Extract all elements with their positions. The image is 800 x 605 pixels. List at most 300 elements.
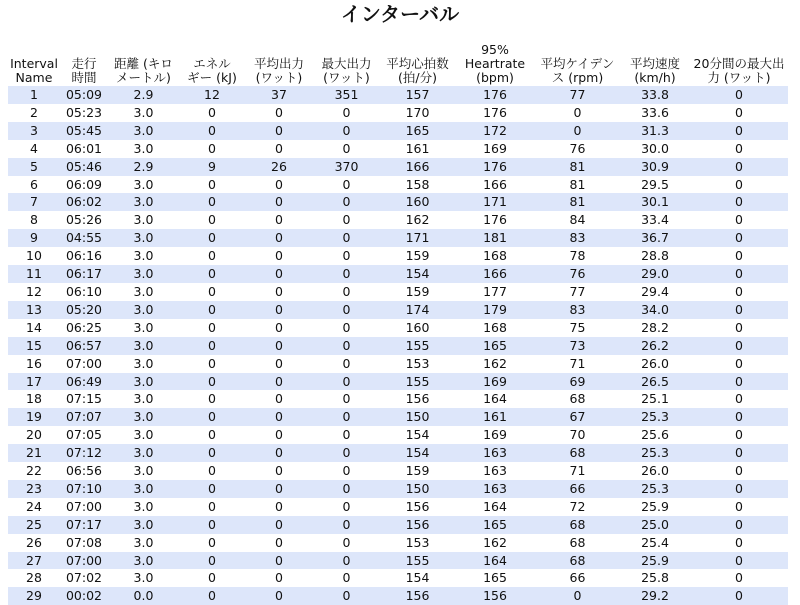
table-row <box>8 319 788 337</box>
column-header: 平均心拍数 (拍/分) <box>386 56 449 85</box>
table-cell: 3.0 <box>108 140 179 158</box>
table-cell: 0 <box>313 516 380 534</box>
table-cell: 06:56 <box>60 462 108 480</box>
table-cell: 81 <box>535 158 620 176</box>
table-cell: 0 <box>245 480 313 498</box>
table-cell: 0 <box>313 104 380 122</box>
table-cell: 176 <box>455 211 535 229</box>
table-cell: 25.1 <box>620 390 690 408</box>
table-cell: 11 <box>8 265 60 283</box>
table-cell: 0 <box>313 355 380 373</box>
column-header: 平均速度 (km/h) <box>629 56 680 85</box>
column-header: 20分間の最大出 力 (ワット) <box>693 56 785 85</box>
table-cell: 06:25 <box>60 319 108 337</box>
table-cell: 0 <box>690 462 788 480</box>
table-cell: 174 <box>380 301 455 319</box>
table-cell: 29 <box>8 587 60 605</box>
table-cell: 163 <box>455 444 535 462</box>
table-cell: 155 <box>380 373 455 391</box>
column-header: 最大出力 (ワット) <box>321 56 372 85</box>
table-row <box>8 122 788 140</box>
table-row <box>8 498 788 516</box>
table-cell: 25.4 <box>620 534 690 552</box>
table-cell: 12 <box>8 283 60 301</box>
table-cell: 3.0 <box>108 390 179 408</box>
table-cell: 0 <box>179 283 245 301</box>
table-cell: 0 <box>179 480 245 498</box>
table-cell: 166 <box>380 158 455 176</box>
table-cell: 29.2 <box>620 587 690 605</box>
table-cell: 162 <box>455 534 535 552</box>
table-row <box>8 569 788 587</box>
table-row <box>8 283 788 301</box>
table-cell: 07:00 <box>60 552 108 570</box>
table-cell: 4 <box>8 140 60 158</box>
table-cell: 70 <box>535 426 620 444</box>
table-cell: 14 <box>8 319 60 337</box>
table-cell: 36.7 <box>620 229 690 247</box>
table-cell: 66 <box>535 569 620 587</box>
table-cell: 3.0 <box>108 247 179 265</box>
table-row <box>8 355 788 373</box>
table-cell: 05:20 <box>60 301 108 319</box>
table-cell: 0 <box>690 355 788 373</box>
table-row <box>8 552 788 570</box>
table-cell: 26.5 <box>620 373 690 391</box>
table-cell: 170 <box>380 104 455 122</box>
table-row <box>8 480 788 498</box>
table-cell: 171 <box>380 229 455 247</box>
table-cell: 26.2 <box>620 337 690 355</box>
table-cell: 83 <box>535 229 620 247</box>
table-cell: 26.0 <box>620 462 690 480</box>
table-cell: 153 <box>380 534 455 552</box>
table-cell: 154 <box>380 569 455 587</box>
table-cell: 172 <box>455 122 535 140</box>
table-cell: 67 <box>535 408 620 426</box>
table-cell: 0 <box>245 444 313 462</box>
table-cell: 0 <box>245 301 313 319</box>
table-cell: 30.0 <box>620 140 690 158</box>
table-cell: 07:12 <box>60 444 108 462</box>
table-cell: 75 <box>535 319 620 337</box>
table-cell: 68 <box>535 516 620 534</box>
table-cell: 176 <box>455 158 535 176</box>
table-cell: 34.0 <box>620 301 690 319</box>
table-cell: 25.3 <box>620 408 690 426</box>
table-cell: 0 <box>313 319 380 337</box>
table-cell: 0 <box>179 498 245 516</box>
table-cell: 3.0 <box>108 408 179 426</box>
table-cell: 156 <box>380 498 455 516</box>
table-cell: 0 <box>313 408 380 426</box>
table-cell: 84 <box>535 211 620 229</box>
table-cell: 156 <box>455 587 535 605</box>
table-cell: 71 <box>535 462 620 480</box>
table-row <box>8 140 788 158</box>
table-cell: 23 <box>8 480 60 498</box>
table-cell: 166 <box>455 176 535 194</box>
table-cell: 159 <box>380 283 455 301</box>
table-cell: 30.9 <box>620 158 690 176</box>
table-cell: 0 <box>179 301 245 319</box>
table-cell: 0 <box>179 176 245 194</box>
table-cell: 160 <box>380 193 455 211</box>
table-body <box>8 86 788 605</box>
table-row <box>8 193 788 211</box>
table-cell: 0 <box>245 426 313 444</box>
table-cell: 0 <box>690 229 788 247</box>
table-cell: 0 <box>313 229 380 247</box>
table-row <box>8 337 788 355</box>
table-cell: 68 <box>535 552 620 570</box>
table-cell: 0 <box>245 229 313 247</box>
table-cell: 0 <box>690 534 788 552</box>
table-cell: 0 <box>179 587 245 605</box>
table-cell: 0 <box>245 122 313 140</box>
table-cell: 73 <box>535 337 620 355</box>
column-header: 平均出力 (ワット) <box>253 56 304 85</box>
table-cell: 3.0 <box>108 426 179 444</box>
table-cell: 25.0 <box>620 516 690 534</box>
table-cell: 0 <box>535 122 620 140</box>
table-cell: 3.0 <box>108 498 179 516</box>
table-cell: 29.4 <box>620 283 690 301</box>
table-cell: 156 <box>380 516 455 534</box>
table-cell: 0 <box>313 534 380 552</box>
column-header: 走行 時間 <box>71 56 97 85</box>
table-cell: 164 <box>455 498 535 516</box>
table-cell: 0 <box>313 122 380 140</box>
table-cell: 0 <box>179 247 245 265</box>
table-cell: 0 <box>535 104 620 122</box>
column-header: 距離 (キロ メートル) <box>114 56 173 85</box>
table-cell: 155 <box>380 337 455 355</box>
table-cell: 0 <box>313 587 380 605</box>
table-cell: 1 <box>8 86 60 104</box>
table-cell: 83 <box>535 301 620 319</box>
table-cell: 9 <box>179 158 245 176</box>
table-cell: 0 <box>313 301 380 319</box>
table-cell: 153 <box>380 355 455 373</box>
table-cell: 07:05 <box>60 426 108 444</box>
table-cell: 159 <box>380 247 455 265</box>
table-cell: 07:15 <box>60 390 108 408</box>
table-cell: 26 <box>245 158 313 176</box>
table-cell: 0 <box>179 390 245 408</box>
table-cell: 0 <box>179 104 245 122</box>
table-cell: 0 <box>245 211 313 229</box>
table-cell: 169 <box>455 426 535 444</box>
table-cell: 2 <box>8 104 60 122</box>
table-cell: 06:09 <box>60 176 108 194</box>
table-cell: 30.1 <box>620 193 690 211</box>
table-cell: 25.8 <box>620 569 690 587</box>
table-cell: 05:46 <box>60 158 108 176</box>
table-cell: 154 <box>380 444 455 462</box>
table-row <box>8 390 788 408</box>
table-cell: 25.6 <box>620 426 690 444</box>
table-cell: 154 <box>380 265 455 283</box>
table-cell: 0 <box>313 444 380 462</box>
table-cell: 3.0 <box>108 516 179 534</box>
table-cell: 06:16 <box>60 247 108 265</box>
table-cell: 07:07 <box>60 408 108 426</box>
table-row <box>8 301 788 319</box>
table-cell: 24 <box>8 498 60 516</box>
table-cell: 162 <box>380 211 455 229</box>
table-cell: 28.8 <box>620 247 690 265</box>
table-cell: 0 <box>179 140 245 158</box>
table-cell: 169 <box>455 373 535 391</box>
table-cell: 0 <box>179 426 245 444</box>
table-cell: 164 <box>455 552 535 570</box>
table-cell: 78 <box>535 247 620 265</box>
table-cell: 0 <box>245 104 313 122</box>
table-cell: 27 <box>8 552 60 570</box>
table-cell: 3.0 <box>108 211 179 229</box>
table-cell: 3.0 <box>108 569 179 587</box>
table-cell: 0 <box>690 301 788 319</box>
table-cell: 05:23 <box>60 104 108 122</box>
table-cell: 176 <box>455 86 535 104</box>
table-cell: 0 <box>245 265 313 283</box>
table-cell: 0 <box>313 373 380 391</box>
table-cell: 0 <box>690 86 788 104</box>
table-cell: 179 <box>455 301 535 319</box>
table-cell: 25.3 <box>620 480 690 498</box>
table-cell: 0 <box>179 534 245 552</box>
table-cell: 05:26 <box>60 211 108 229</box>
table-row <box>8 426 788 444</box>
table-cell: 161 <box>455 408 535 426</box>
table-cell: 00:02 <box>60 587 108 605</box>
table-cell: 06:17 <box>60 265 108 283</box>
table-cell: 0 <box>179 444 245 462</box>
table-cell: 0 <box>690 247 788 265</box>
table-cell: 0 <box>179 373 245 391</box>
table-row <box>8 176 788 194</box>
table-cell: 0 <box>179 462 245 480</box>
table-cell: 0 <box>690 337 788 355</box>
table-cell: 10 <box>8 247 60 265</box>
table-cell: 76 <box>535 140 620 158</box>
table-cell: 171 <box>455 193 535 211</box>
table-cell: 2.9 <box>108 86 179 104</box>
table-cell: 3.0 <box>108 122 179 140</box>
table-cell: 0 <box>313 193 380 211</box>
table-cell: 29.0 <box>620 265 690 283</box>
table-cell: 0 <box>690 516 788 534</box>
table-cell: 76 <box>535 265 620 283</box>
table-cell: 0 <box>313 283 380 301</box>
table-row <box>8 104 788 122</box>
table-cell: 177 <box>455 283 535 301</box>
table-cell: 2.9 <box>108 158 179 176</box>
table-cell: 156 <box>380 390 455 408</box>
table-cell: 0 <box>245 498 313 516</box>
table-cell: 16 <box>8 355 60 373</box>
table-cell: 0 <box>690 140 788 158</box>
table-cell: 176 <box>455 104 535 122</box>
table-cell: 0 <box>245 390 313 408</box>
table-cell: 05:45 <box>60 122 108 140</box>
table-cell: 6 <box>8 176 60 194</box>
table-cell: 0 <box>690 587 788 605</box>
table-cell: 06:57 <box>60 337 108 355</box>
table-cell: 0 <box>245 355 313 373</box>
table-cell: 07:00 <box>60 355 108 373</box>
table-row <box>8 516 788 534</box>
column-header: 平均ケイデン ス (rpm) <box>540 56 615 85</box>
table-cell: 0 <box>690 498 788 516</box>
table-cell: 181 <box>455 229 535 247</box>
table-row <box>8 587 788 605</box>
table-cell: 3.0 <box>108 283 179 301</box>
table-cell: 72 <box>535 498 620 516</box>
table-cell: 68 <box>535 534 620 552</box>
table-row <box>8 408 788 426</box>
table-cell: 06:01 <box>60 140 108 158</box>
table-cell: 0 <box>313 247 380 265</box>
table-cell: 0 <box>690 283 788 301</box>
table-cell: 0 <box>245 193 313 211</box>
header-row <box>8 40 788 86</box>
table-cell: 07:17 <box>60 516 108 534</box>
table-cell: 07:00 <box>60 498 108 516</box>
table-cell: 0 <box>690 211 788 229</box>
table-cell: 0 <box>313 480 380 498</box>
table-cell: 160 <box>380 319 455 337</box>
table-cell: 0 <box>313 552 380 570</box>
table-cell: 06:49 <box>60 373 108 391</box>
table-row <box>8 462 788 480</box>
table-cell: 37 <box>245 86 313 104</box>
table-cell: 25.9 <box>620 498 690 516</box>
table-cell: 0 <box>245 569 313 587</box>
table-cell: 33.4 <box>620 211 690 229</box>
table-cell: 26 <box>8 534 60 552</box>
table-cell: 0 <box>245 319 313 337</box>
table-cell: 0 <box>535 587 620 605</box>
table-cell: 5 <box>8 158 60 176</box>
table-cell: 0 <box>179 355 245 373</box>
table-row <box>8 247 788 265</box>
table-cell: 3.0 <box>108 355 179 373</box>
table-cell: 0 <box>690 444 788 462</box>
table-cell: 3.0 <box>108 193 179 211</box>
table-cell: 163 <box>455 462 535 480</box>
table-cell: 0 <box>179 516 245 534</box>
table-cell: 3.0 <box>108 104 179 122</box>
table-cell: 33.6 <box>620 104 690 122</box>
table-cell: 159 <box>380 462 455 480</box>
table-row <box>8 534 788 552</box>
table-cell: 0 <box>245 283 313 301</box>
table-cell: 166 <box>455 265 535 283</box>
table-row <box>8 158 788 176</box>
table-cell: 81 <box>535 193 620 211</box>
table-cell: 0 <box>313 337 380 355</box>
table-cell: 158 <box>380 176 455 194</box>
table-cell: 0 <box>179 552 245 570</box>
table-cell: 0 <box>313 426 380 444</box>
table-cell: 156 <box>380 587 455 605</box>
table-cell: 69 <box>535 373 620 391</box>
table-cell: 0 <box>245 534 313 552</box>
table-cell: 0 <box>245 373 313 391</box>
table-cell: 12 <box>179 86 245 104</box>
table-cell: 163 <box>455 480 535 498</box>
table-cell: 8 <box>8 211 60 229</box>
table-cell: 165 <box>455 337 535 355</box>
table-cell: 17 <box>8 373 60 391</box>
table-cell: 0 <box>179 319 245 337</box>
table-cell: 0 <box>690 390 788 408</box>
table-cell: 0 <box>245 140 313 158</box>
table-cell: 0 <box>690 552 788 570</box>
table-cell: 150 <box>380 408 455 426</box>
table-cell: 0 <box>313 569 380 587</box>
table-cell: 25 <box>8 516 60 534</box>
table-cell: 07:02 <box>60 569 108 587</box>
table-cell: 0 <box>690 408 788 426</box>
table-cell: 0 <box>313 390 380 408</box>
table-cell: 0 <box>690 158 788 176</box>
table-cell: 3.0 <box>108 373 179 391</box>
table-cell: 0 <box>179 408 245 426</box>
table-row <box>8 211 788 229</box>
table-cell: 161 <box>380 140 455 158</box>
table-cell: 3.0 <box>108 480 179 498</box>
table-cell: 0 <box>690 569 788 587</box>
table-cell: 0 <box>690 319 788 337</box>
interval-table <box>8 40 788 605</box>
table-cell: 0 <box>179 211 245 229</box>
table-cell: 31.3 <box>620 122 690 140</box>
table-cell: 150 <box>380 480 455 498</box>
table-cell: 162 <box>455 355 535 373</box>
table-cell: 0 <box>313 140 380 158</box>
table-cell: 07:10 <box>60 480 108 498</box>
table-cell: 29.5 <box>620 176 690 194</box>
table-cell: 0 <box>245 516 313 534</box>
table-cell: 0 <box>179 337 245 355</box>
table-cell: 05:09 <box>60 86 108 104</box>
table-cell: 3.0 <box>108 444 179 462</box>
table-cell: 20 <box>8 426 60 444</box>
table-cell: 168 <box>455 247 535 265</box>
table-cell: 28.2 <box>620 319 690 337</box>
table-cell: 3.0 <box>108 337 179 355</box>
table-cell: 3.0 <box>108 462 179 480</box>
table-cell: 3.0 <box>108 265 179 283</box>
table-cell: 18 <box>8 390 60 408</box>
table-cell: 0 <box>245 462 313 480</box>
table-cell: 0 <box>179 193 245 211</box>
table-cell: 33.8 <box>620 86 690 104</box>
table-cell: 154 <box>380 426 455 444</box>
column-header: エネル ギー (kJ) <box>187 56 237 85</box>
table-cell: 22 <box>8 462 60 480</box>
table-cell: 77 <box>535 86 620 104</box>
page-title: インターバル <box>340 2 460 26</box>
table-cell: 7 <box>8 193 60 211</box>
table-cell: 0 <box>179 265 245 283</box>
table-cell: 3.0 <box>108 552 179 570</box>
table-cell: 3.0 <box>108 534 179 552</box>
table-cell: 0 <box>245 408 313 426</box>
